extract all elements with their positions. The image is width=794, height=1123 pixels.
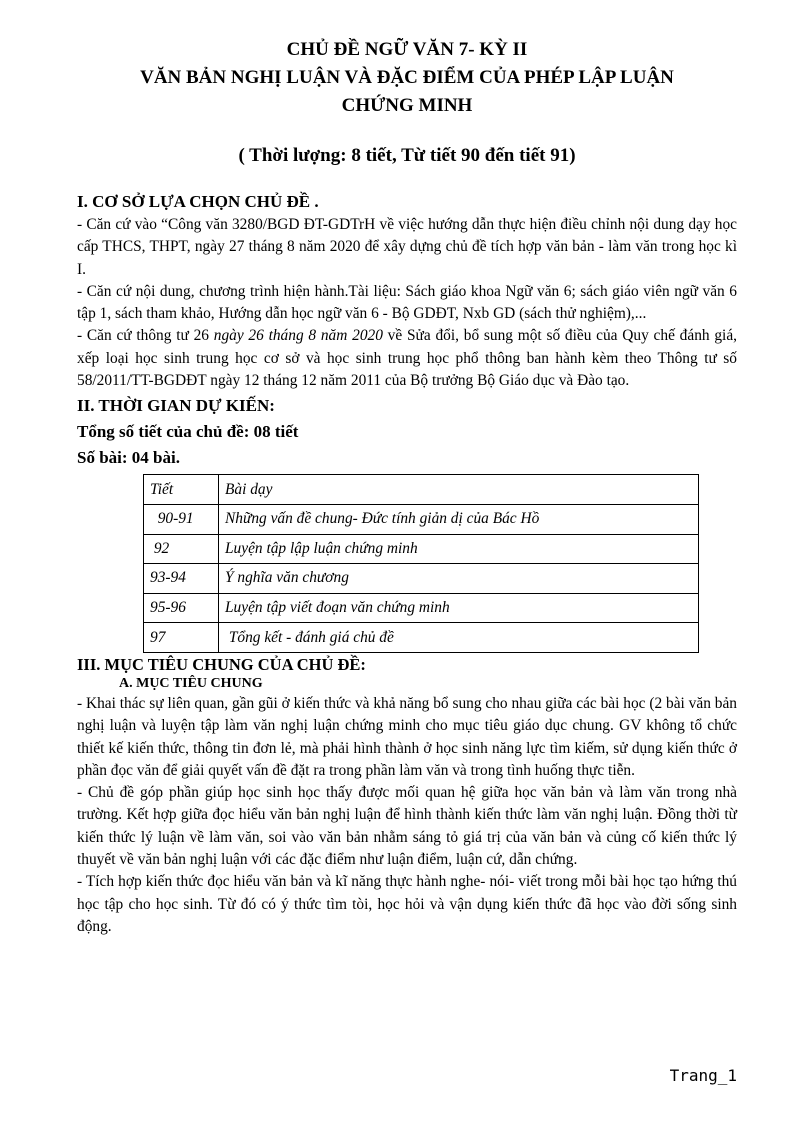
lessons-table — [143, 474, 699, 653]
table-row — [144, 504, 699, 534]
lesson-cell: Luyện tập lập luận chứng minh — [219, 534, 699, 564]
section3-heading: III. MỤC TIÊU CHUNG CỦA CHỦ ĐỀ: — [77, 654, 366, 674]
duration-line: ( Thời lượng: 8 tiết, Từ tiết 90 đến tiết 91) — [238, 145, 576, 166]
table-header-row — [144, 475, 699, 505]
section1-paragraph-1: - Căn cứ vào “Công văn 3280/BGD ĐT-GDTrH về việc hướng dẫn thực hiện điều chỉnh nội dung dạy học cấp THCS, THPT, ngày 27 tháng 8 năm 2020 để xây dựng chủ đề tích hợp văn bản - làm văn trong học kì I. — [77, 216, 737, 278]
period-cell: 93-94 — [144, 564, 219, 594]
period-cell: 95-96 — [144, 593, 219, 623]
table-row — [144, 623, 699, 653]
lesson-count: Số bài: 04 bài. — [77, 448, 180, 468]
p3-lead: - Căn cứ thông tư 26 — [77, 327, 214, 345]
table-row — [144, 593, 699, 623]
table-row — [144, 564, 699, 594]
section2-heading: II. THỜI GIAN DỰ KIẾN: — [77, 396, 275, 416]
total-periods: Tổng số tiết của chủ đề: 08 tiết — [77, 422, 299, 442]
document-title — [77, 36, 737, 120]
section3-paragraph-2: - Chủ đề góp phần giúp học sinh học thấy được mối quan hệ giữa học văn bản và làm văn trong nhà trường. Kết hợp giữa đọc hiểu văn bản nghị luận để hình thành kiến thức làm văn nghị luận. Đồng thời từ kiến thức lý luận về làm văn, soi vào văn bản nhằm sáng tỏ giá trị của văn bản và củng cố kiến thức lý thuyết về văn bản nghị luận với các đặc điểm như luận điểm, luận cứ, dẫn chứng. — [77, 784, 737, 869]
section1-paragraph-3 — [77, 325, 737, 392]
table-row — [144, 534, 699, 564]
title-line-1: CHỦ ĐỀ NGỮ VĂN 7- KỲ II — [286, 39, 528, 60]
section3-paragraph-3: - Tích hợp kiến thức đọc hiểu văn bản và kĩ năng thực hành nghe- nói- viết trong mỗi bài học tạo hứng thú học tập cho học sinh. Từ đó có ý thức tìm tòi, học hỏi và vận dụng kiến thức đã học vào đời sống sinh động. — [77, 873, 737, 935]
lesson-cell: Luyện tập viết đoạn văn chứng minh — [219, 593, 699, 623]
section1-paragraph-2: - Căn cứ nội dung, chương trình hiện hành.Tài liệu: Sách giáo khoa Ngữ văn 6; sách giáo viên ngữ văn 6 tập 1, sách tham khảo, Hướng dẫn học ngữ văn 6 - Bộ GDĐT, Nxb GD (sách thử nghiệm),... — [77, 282, 737, 323]
period-cell: 92 — [144, 534, 219, 564]
header-cell-period: Tiết — [144, 475, 219, 505]
lesson-cell: Những vấn đề chung- Đức tính giản dị của Bác Hồ — [219, 504, 699, 534]
header-cell-lesson: Bài dạy — [219, 475, 699, 505]
section3-paragraph-1: - Khai thác sự liên quan, gần gũi ở kiến thức và khả năng bổ sung cho nhau giữa các bài học (2 bài văn bản nghị luận và luyện tập làm văn nghị luận chứng minh cho mục tiêu giáo dục chung. GV không tổ chức thiết kế kiến thức, thông tin đơn lẻ, mà phải hình thành ở học sinh năng lực tìm kiếm, sử dụng kiến thức ở phần đọc văn để giải quyết vấn đề đặt ra trong phần làm văn và trong tình huống thực tiễn. — [77, 694, 737, 779]
period-cell: 97 — [144, 623, 219, 653]
p3-rest: về Sửa đổi, bổ sung một số điều của Quy chế đánh giá, xếp loại học sinh trung học cơ sở và học sinh trung học phổ thông ban hành kèm theo Thông tư số 58/2011/TT-BGDĐT ngày 12 tháng 12 năm 2011 của Bộ trưởng Bộ Giáo dục và Đào tạo. — [77, 327, 738, 390]
period-cell: 90-91 — [144, 504, 219, 534]
section3-subheading: A. MỤC TIÊU CHUNG — [119, 675, 263, 691]
title-line-2: VĂN BẢN NGHỊ LUẬN VÀ ĐẶC ĐIỂM CỦA PHÉP LẬP LUẬN — [140, 67, 674, 88]
section1-heading: I. CƠ SỞ LỰA CHỌN CHỦ ĐỀ . — [77, 192, 319, 211]
page-number: Trang_1 — [669, 1066, 737, 1085]
p3-date: ngày 26 tháng 8 năm 2020 — [213, 327, 383, 345]
lesson-cell: Tổng kết - đánh giá chủ đề — [219, 623, 699, 653]
lesson-cell: Ý nghĩa văn chương — [219, 564, 699, 594]
title-line-3: CHỨNG MINH — [341, 95, 473, 116]
document-page — [77, 36, 737, 938]
